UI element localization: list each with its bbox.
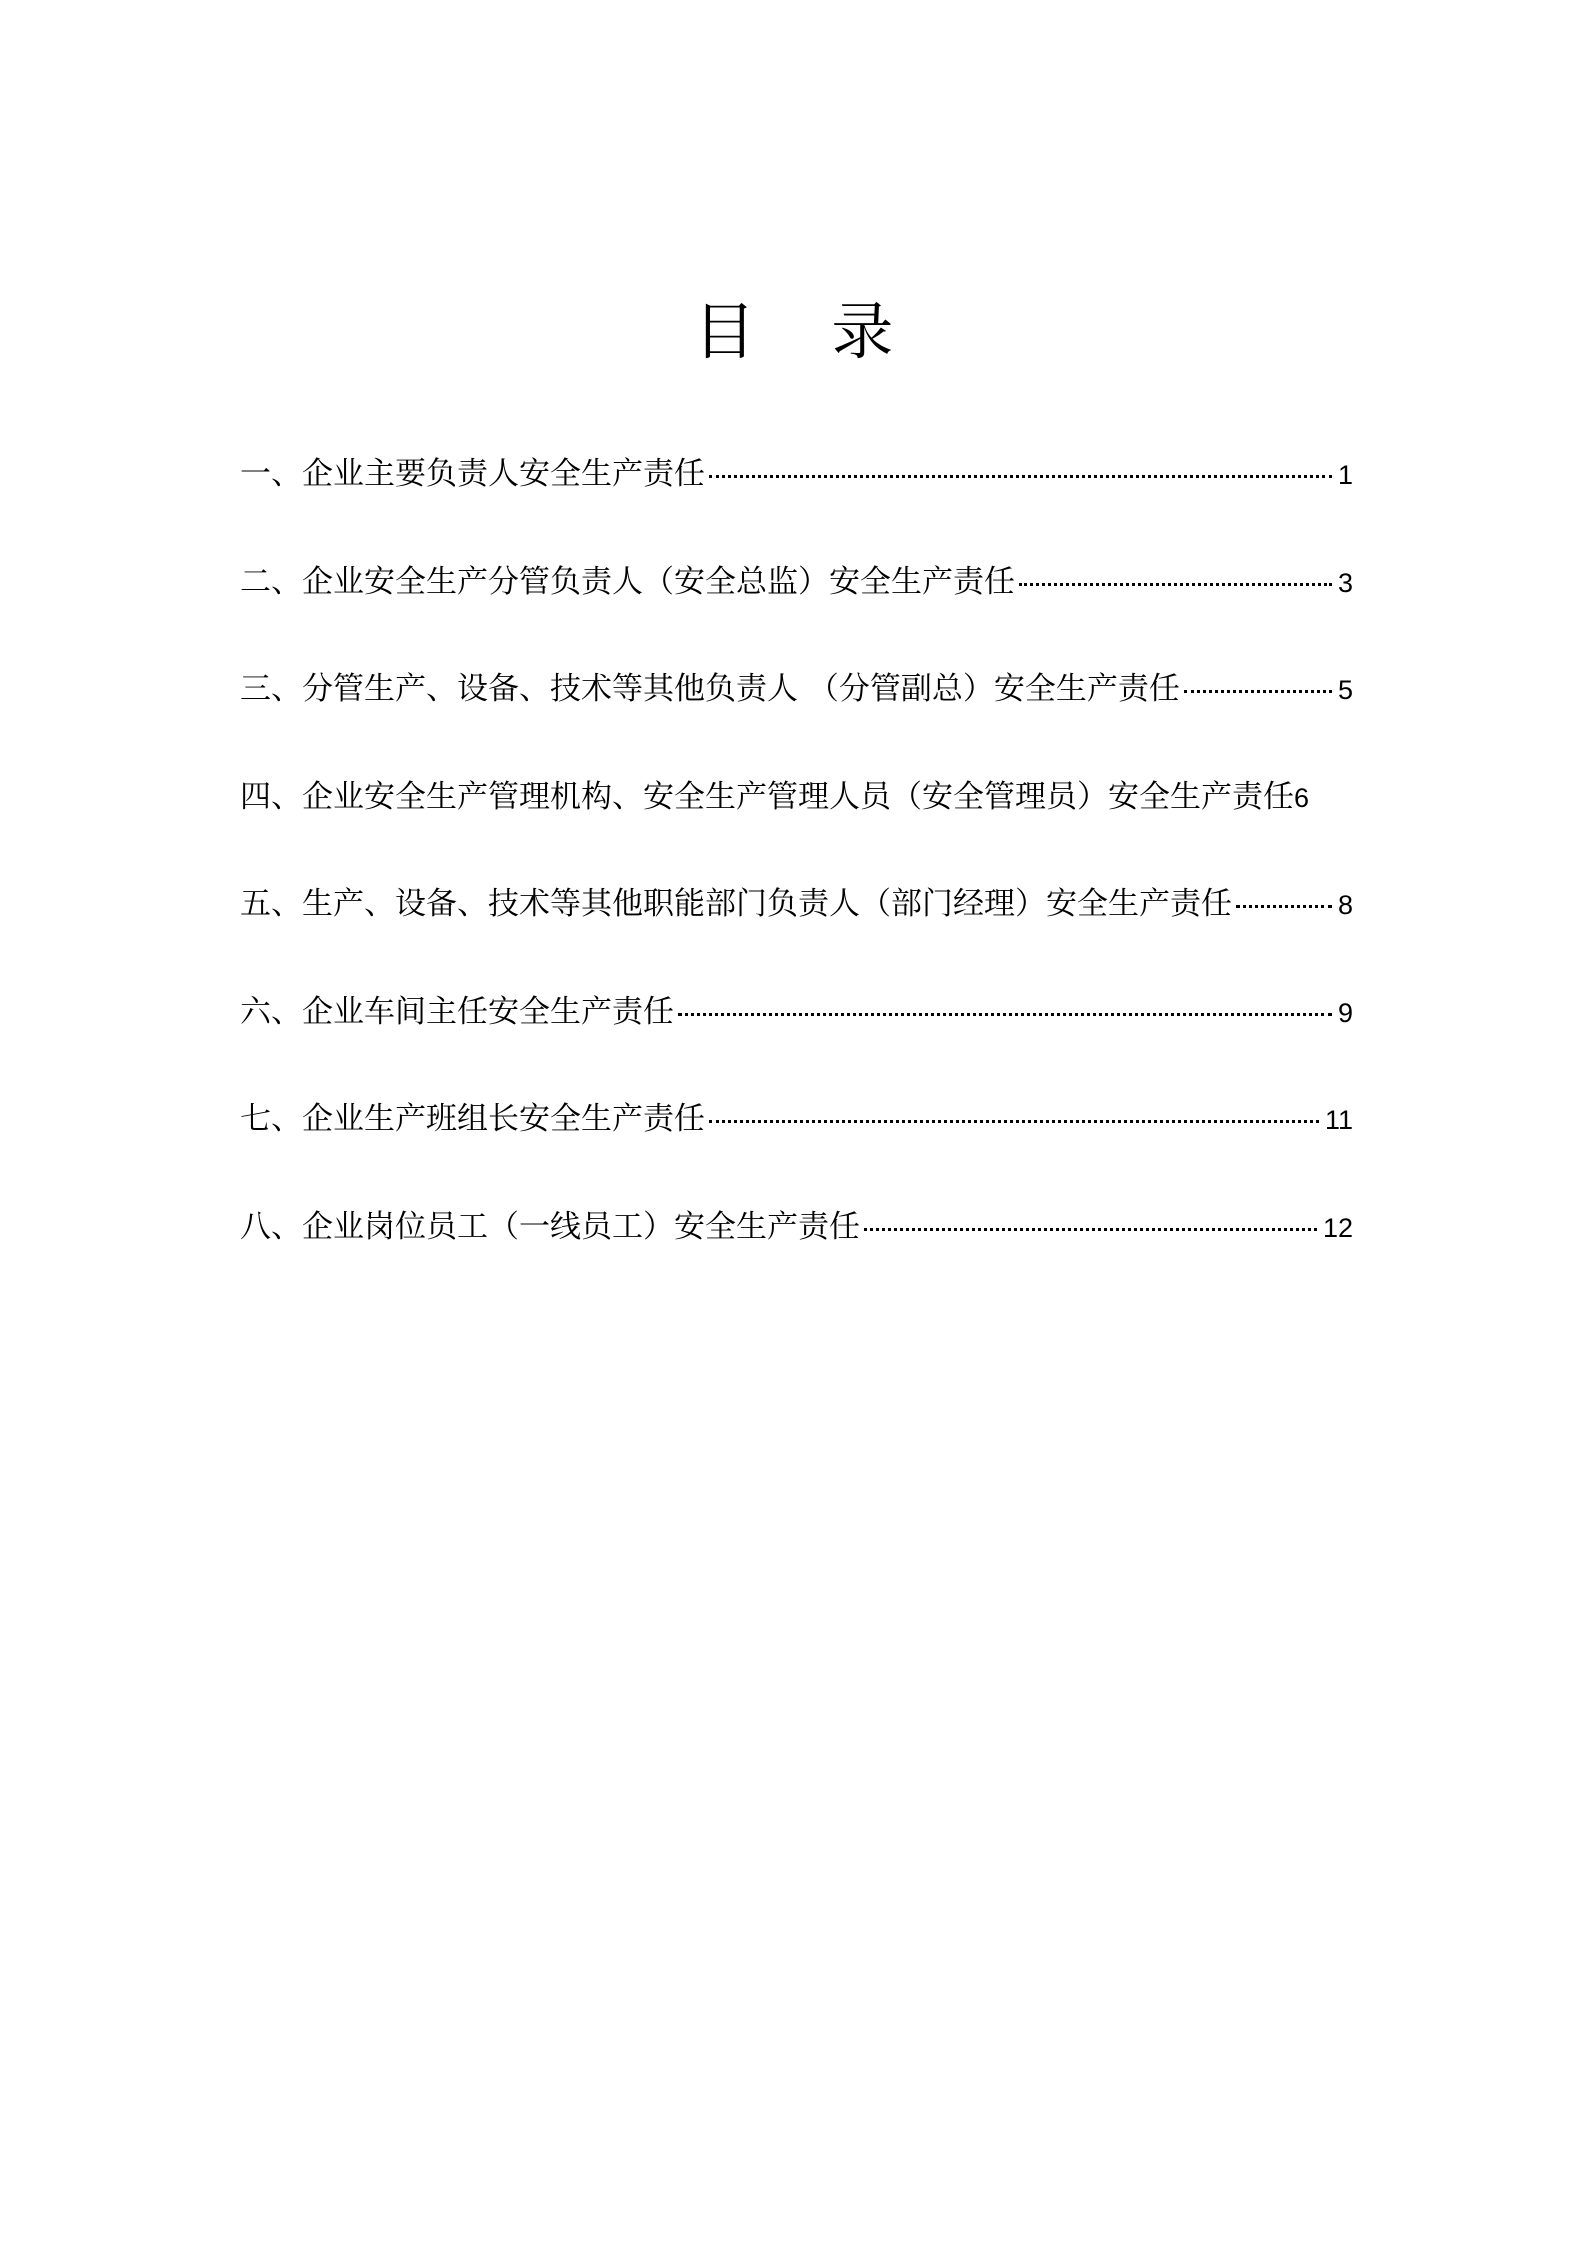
toc-dot-leader: [1019, 583, 1332, 586]
toc-dot-leader: [709, 475, 1332, 478]
toc-page-number: 12: [1322, 1212, 1353, 1243]
toc-entry-1[interactable]: [240, 449, 1353, 557]
toc-entry-text: 三、分管生产、设备、技术等其他负责人 （分管副总）安全生产责任: [240, 671, 1180, 707]
toc-entry-2[interactable]: [240, 557, 1353, 665]
toc-entry-8[interactable]: [240, 1202, 1353, 1310]
toc-title: 目 录: [693, 294, 922, 368]
toc-dot-leader: [1236, 905, 1332, 908]
toc-entry-3[interactable]: [240, 664, 1353, 772]
toc-entry-5[interactable]: [240, 879, 1353, 987]
toc-page-number: 6: [1294, 782, 1310, 813]
toc-entry-text: 二、企业安全生产分管负责人（安全总监）安全生产责任: [240, 563, 1015, 600]
toc-entry-text: 五、生产、设备、技术等其他职能部门负责人（部门经理）安全生产责任: [240, 886, 1232, 922]
toc-dot-leader: [709, 1120, 1319, 1123]
toc-dot-leader: [678, 1013, 1332, 1016]
toc-page-number: 8: [1337, 890, 1353, 920]
toc-entry-text: 八、企业岗位员工（一线员工）安全生产责任: [240, 1208, 860, 1245]
toc-dot-leader: [1184, 690, 1332, 693]
toc-page-number: 1: [1337, 460, 1353, 490]
toc-page-number: 9: [1337, 997, 1353, 1028]
toc-entry-6[interactable]: [240, 987, 1353, 1095]
toc-page-number: 5: [1337, 675, 1353, 705]
toc-entry-text: 一、企业主要负责人安全生产责任: [240, 456, 705, 492]
toc-entry-text: 七、企业生产班组长安全生产责任: [240, 1101, 705, 1137]
table-of-contents: [240, 449, 1353, 1309]
toc-page-number: 11: [1324, 1105, 1353, 1135]
toc-entry-4[interactable]: [240, 772, 1353, 880]
toc-dot-leader: [864, 1228, 1317, 1231]
toc-entry-7[interactable]: [240, 1094, 1353, 1202]
toc-entry-text: 六、企业车间主任安全生产责任: [240, 993, 674, 1030]
toc-entry-text: 四、企业安全生产管理机构、安全生产管理人员（安全管理员）安全生产责任: [240, 778, 1294, 815]
toc-page-number: 3: [1337, 567, 1353, 598]
